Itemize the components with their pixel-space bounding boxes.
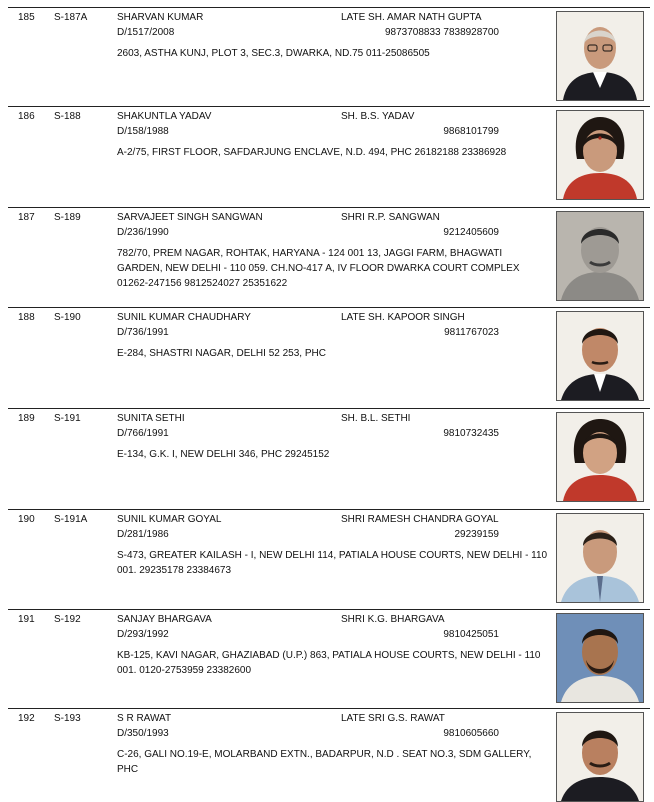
member-name: SUNIL KUMAR GOYAL xyxy=(117,514,222,525)
entry-number: 192 xyxy=(18,713,35,724)
father-name: LATE SRI G.S. RAWAT xyxy=(341,713,445,724)
roster-entry-189 xyxy=(8,408,650,506)
member-photo xyxy=(556,513,644,603)
member-name: SARVAJEET SINGH SANGWAN xyxy=(117,212,263,223)
father-name: LATE SH. KAPOOR SINGH xyxy=(341,312,465,323)
address: E-134, G.K. I, NEW DELHI 346, PHC 29245152 xyxy=(117,449,330,460)
entry-serial: S-189 xyxy=(54,212,81,223)
phone-numbers: 9810732435 xyxy=(443,428,499,439)
roster-entry-191 xyxy=(8,609,650,706)
member-name: SUNITA SETHI xyxy=(117,413,185,424)
entry-number: 190 xyxy=(18,514,35,525)
entry-number: 191 xyxy=(18,614,35,625)
father-name: LATE SH. AMAR NATH GUPTA xyxy=(341,12,482,23)
registration-number: D/766/1991 xyxy=(117,428,169,439)
roster-entry-188 xyxy=(8,307,650,404)
roster-entry-186 xyxy=(8,106,650,204)
phone-numbers: 9868101799 xyxy=(443,126,499,137)
entry-serial: S-190 xyxy=(54,312,81,323)
address: A-2/75, FIRST FLOOR, SAFDARJUNG ENCLAVE, N.D. 494, PHC 26182188 23386928 xyxy=(117,147,507,158)
member-photo xyxy=(556,110,644,200)
member-name: SUNIL KUMAR CHAUDHARY xyxy=(117,312,251,323)
entry-serial: S-191 xyxy=(54,413,81,424)
member-photo xyxy=(556,613,644,703)
registration-number: D/736/1991 xyxy=(117,327,169,338)
phone-numbers: 9811767023 xyxy=(444,327,499,338)
phone-numbers: 29239159 xyxy=(454,529,499,540)
registration-number: D/293/1992 xyxy=(117,629,169,640)
registration-number: D/158/1988 xyxy=(117,126,169,137)
roster-entry-187 xyxy=(8,207,650,305)
address: E-284, SHASTRI NAGAR, DELHI 52 253, PHC xyxy=(117,348,326,359)
registration-number: D/281/1986 xyxy=(117,529,169,540)
phone-numbers: 9212405609 xyxy=(443,227,499,238)
member-photo xyxy=(556,11,644,101)
phone-numbers: 9810605660 xyxy=(443,728,499,739)
entry-number: 187 xyxy=(18,212,35,223)
entry-number: 189 xyxy=(18,413,35,424)
member-name: S R RAWAT xyxy=(117,713,172,724)
entry-serial: S-187A xyxy=(54,12,88,23)
registration-number: D/350/1993 xyxy=(117,728,169,739)
roster-entry-185 xyxy=(8,7,650,103)
entry-serial: S-193 xyxy=(54,713,81,724)
father-name: SH. B.S. YADAV xyxy=(341,111,415,122)
roster-entry-190 xyxy=(8,509,650,607)
address: 782/70, PREM NAGAR, ROHTAK, HARYANA - 124 001 13, JAGGI FARM, BHAGWATI GARDEN, NEW DELHI - 110 059. CH.NO-417 A, IV FLOOR DWARKA COURT COMPLEX 01262-247156 9812524027 25351622 xyxy=(117,248,520,289)
phone-numbers: 9810425051 xyxy=(443,629,499,640)
registration-number: D/1517/2008 xyxy=(117,27,175,38)
member-name: SANJAY BHARGAVA xyxy=(117,614,212,625)
address: KB-125, KAVI NAGAR, GHAZIABAD (U.P.) 863, PATIALA HOUSE COURTS, NEW DELHI - 110 001. 0120-2753959 23382600 xyxy=(117,650,541,676)
entry-serial: S-188 xyxy=(54,111,81,122)
roster-entry-192 xyxy=(8,708,650,801)
entry-serial: S-192 xyxy=(54,614,81,625)
entry-number: 186 xyxy=(18,111,35,122)
registration-number: D/236/1990 xyxy=(117,227,169,238)
father-name: SH. B.L. SETHI xyxy=(341,413,411,424)
entry-number: 185 xyxy=(18,12,35,23)
phone-numbers: 9873708833 7838928700 xyxy=(384,27,499,38)
entry-serial: S-191A xyxy=(54,514,88,525)
member-photo xyxy=(556,311,644,401)
address: C-26, GALI NO.19-E, MOLARBAND EXTN., BADARPUR, N.D . SEAT NO.3, SDM GALLERY, PHC xyxy=(117,749,532,775)
member-name: SHAKUNTLA YADAV xyxy=(117,111,212,122)
father-name: SHRI R.P. SANGWAN xyxy=(341,212,440,223)
father-name: SHRI RAMESH CHANDRA GOYAL xyxy=(341,514,499,525)
member-photo xyxy=(556,712,644,802)
member-photo xyxy=(556,412,644,502)
entry-number: 188 xyxy=(18,312,35,323)
father-name: SHRI K.G. BHARGAVA xyxy=(341,614,445,625)
address: 2603, ASTHA KUNJ, PLOT 3, SEC.3, DWARKA, ND.75 011-25086505 xyxy=(117,48,430,59)
address: S-473, GREATER KAILASH - I, NEW DELHI 114, PATIALA HOUSE COURTS, NEW DELHI - 110 001. 29235178 23384673 xyxy=(117,550,548,576)
member-name: SHARVAN KUMAR xyxy=(117,12,204,23)
member-photo xyxy=(556,211,644,301)
